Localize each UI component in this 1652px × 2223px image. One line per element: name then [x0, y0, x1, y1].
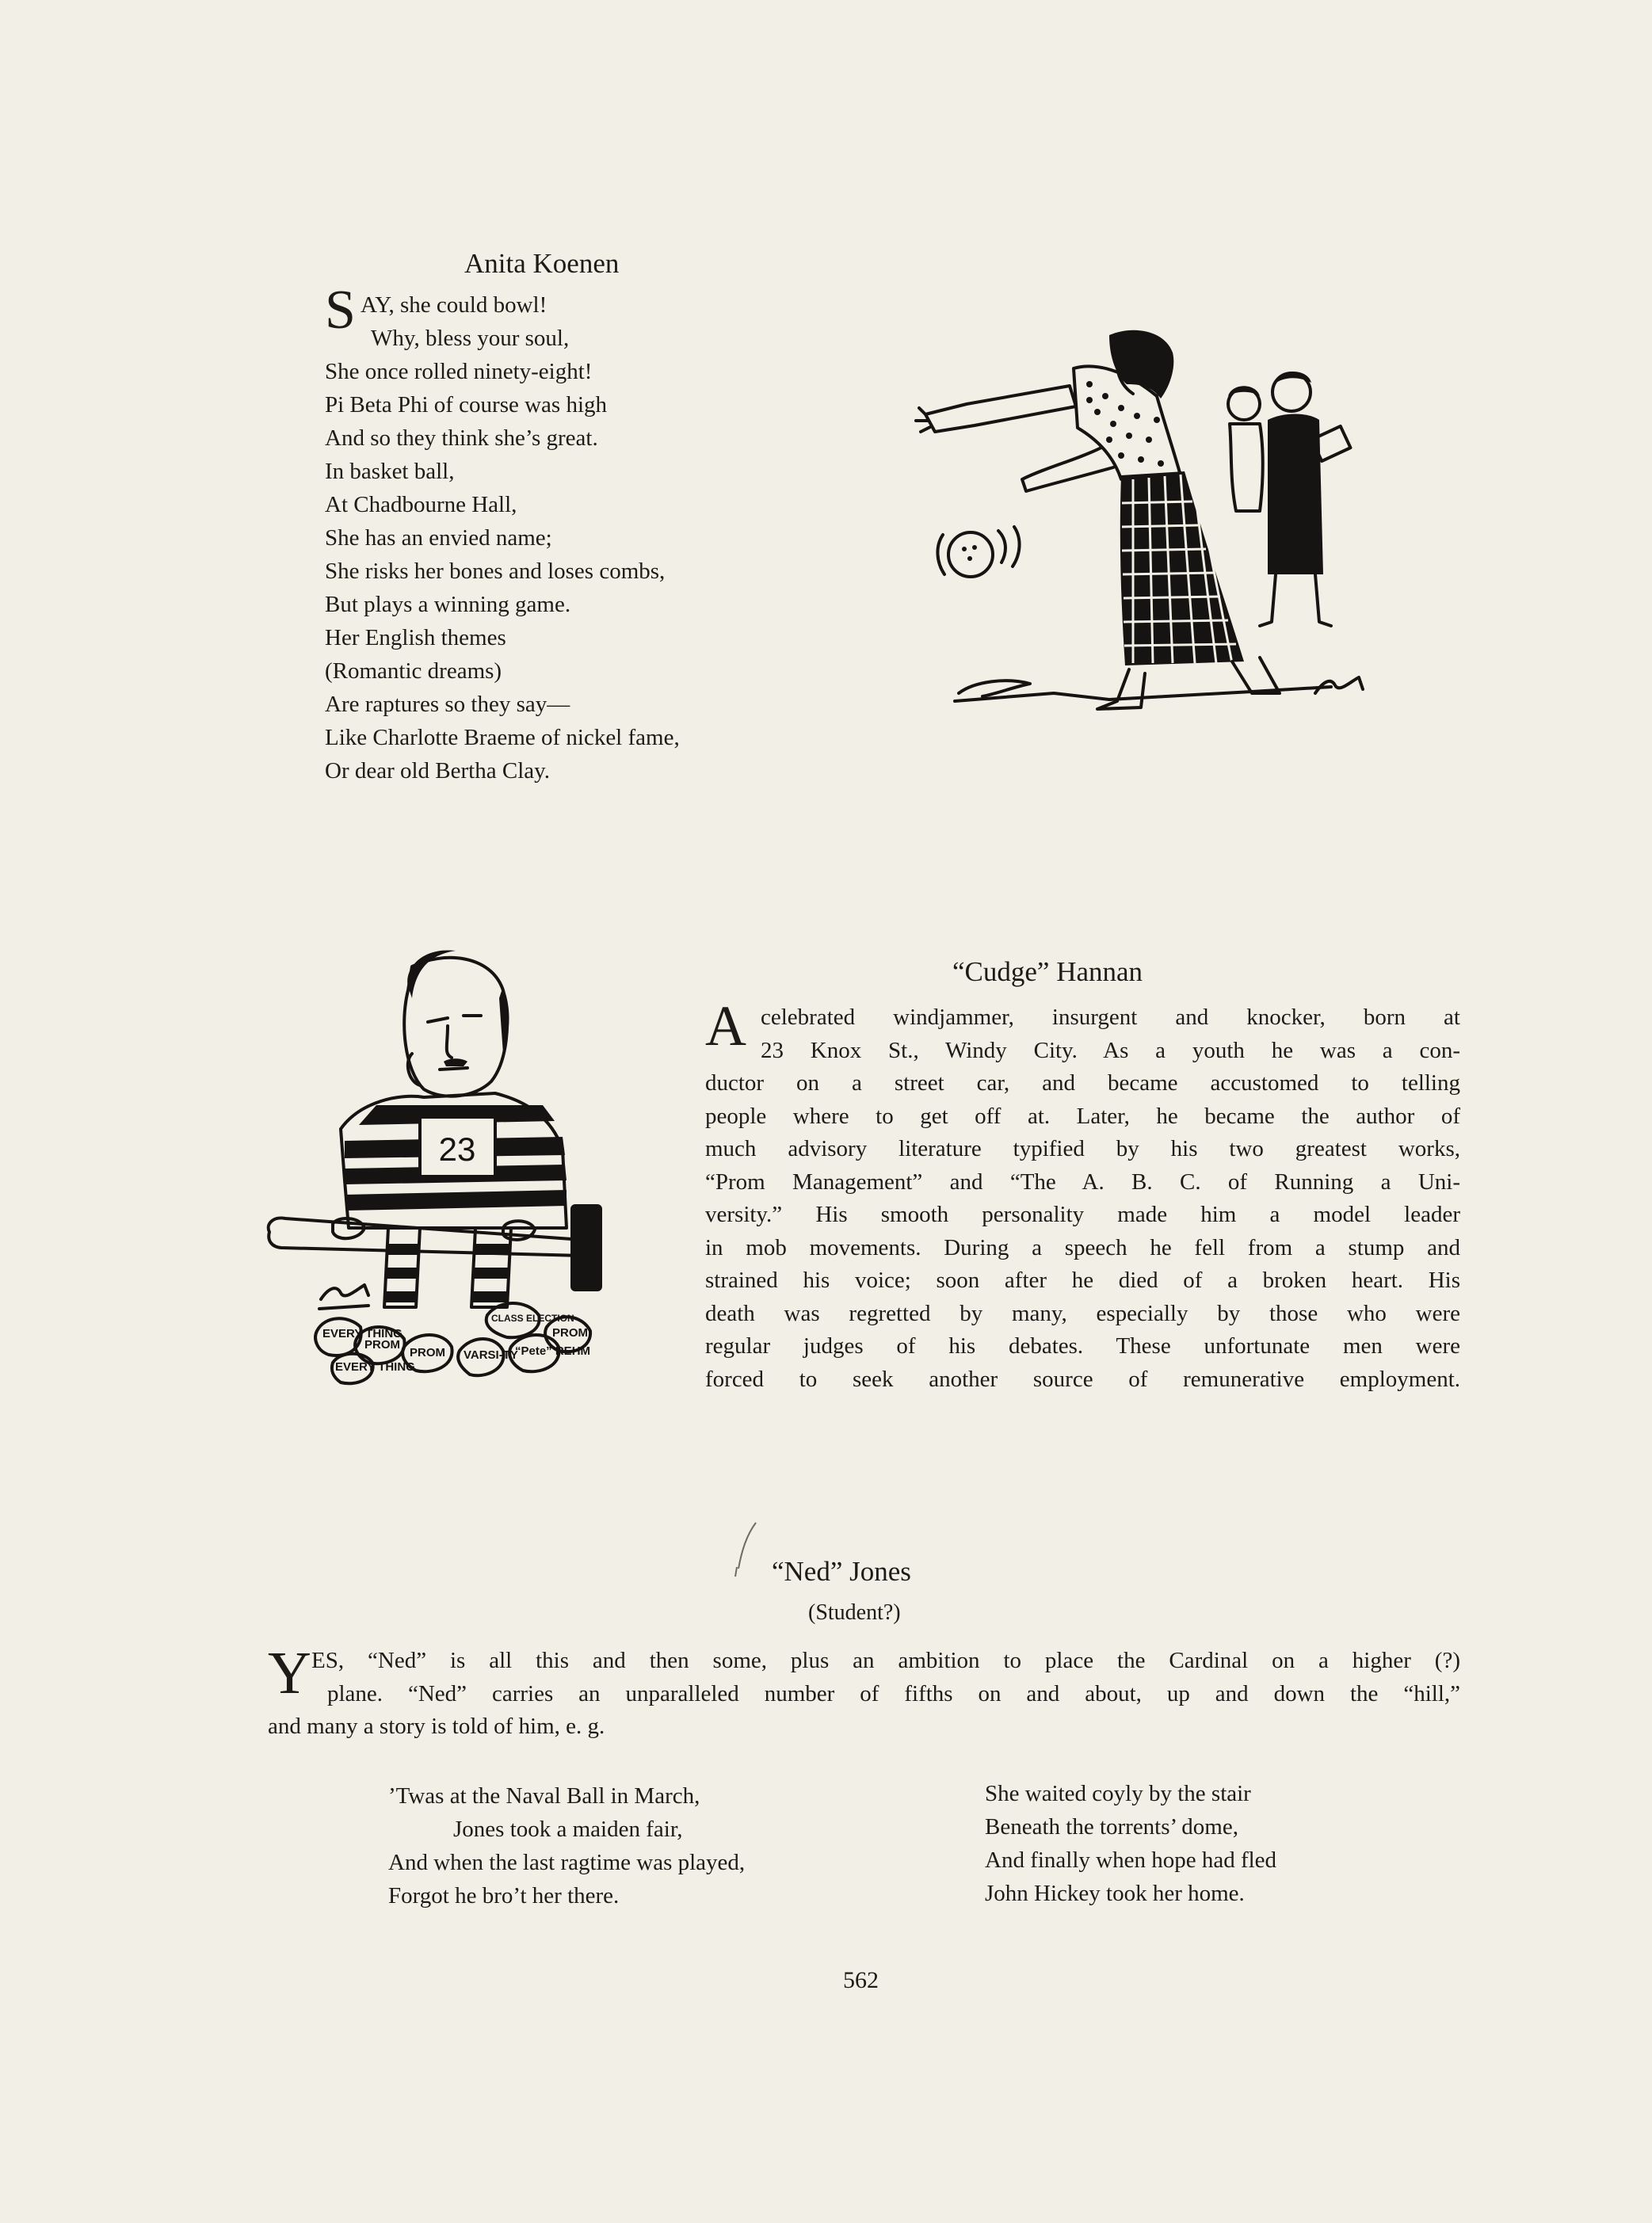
verse-line: John Hickey took her home.	[985, 1881, 1245, 1906]
prose-line: regular judges of his debates. These unfortunate men were	[705, 1333, 1460, 1359]
poem-line: And so they think she’s great.	[325, 425, 598, 451]
poem-line: Are raptures so they say—	[325, 692, 570, 717]
poem-line: She has an envied name;	[325, 525, 552, 551]
bowling-girl-illustration	[919, 321, 1379, 733]
stone-label: PROM	[364, 1338, 400, 1352]
poem-line: Or dear old Bertha Clay.	[325, 758, 550, 784]
stone-label: EVERY THING	[322, 1327, 403, 1340]
prose-cudge-hannan	[705, 994, 1460, 1396]
prose-line: celebrated windjammer, insurgent and knocker, born at	[761, 1005, 1460, 1030]
poem-line: At Chadbourne Hall,	[325, 492, 517, 517]
verse-line: And when the last ragtime was played,	[388, 1850, 746, 1875]
prose-line: forced to seek another source of remunerative employment.	[705, 1366, 1460, 1392]
prose-line: versity.” His smooth personality made him a model leader	[705, 1202, 1460, 1227]
pencil-mark	[727, 1519, 759, 1583]
verse-line: And finally when hope had fled	[985, 1847, 1277, 1873]
poem-line: Pi Beta Phi of course was high	[325, 392, 608, 418]
poem-line: Like Charlotte Braeme of nickel fame,	[325, 725, 680, 750]
stone-label: EVERY THING	[335, 1360, 415, 1374]
verse-line: Forgot he bro’t her there.	[388, 1883, 620, 1908]
section-subtitle: (Student?)	[808, 1600, 901, 1625]
poem-line: She risks her bones and loses combs,	[325, 559, 666, 584]
poem-line: She once rolled ninety-eight!	[325, 359, 593, 384]
drop-cap: Y	[268, 1640, 311, 1706]
drop-cap: S	[325, 280, 356, 341]
prose-line: death was regretted by many, especially by those who were	[705, 1300, 1460, 1326]
poem-line: Why, bless your soul,	[371, 326, 570, 351]
badge-number: 23	[438, 1131, 476, 1168]
prose-line: “Prom Management” and “The A. B. C. of Running a Uni-	[705, 1169, 1460, 1195]
stone-label: PROM	[410, 1346, 445, 1359]
poem-line: (Romantic dreams)	[325, 658, 502, 684]
section-title-ned-jones: “Ned” Jones	[772, 1556, 911, 1587]
prose-line: plane. “Ned” carries an unparalleled number of fifths on and about, up and down the “hill,”	[327, 1680, 1460, 1706]
prose-line: ductor on a street car, and became accustomed to telling	[705, 1070, 1460, 1096]
stone-label: VARSI-TY	[464, 1348, 518, 1362]
verse-left	[388, 1779, 879, 1912]
verse-line: She waited coyly by the stair	[985, 1781, 1251, 1806]
poem-line: But plays a winning game.	[325, 592, 571, 617]
poem-anita-koenen	[325, 280, 832, 787]
verse-line: Jones took a maiden fair,	[453, 1817, 683, 1842]
prose-line: strained his voice; soon after he died of a broken heart. His	[705, 1268, 1460, 1293]
verse-right	[985, 1777, 1476, 1910]
verse-line: Beneath the torrents’ dome,	[985, 1814, 1238, 1840]
convict-illustration	[265, 943, 630, 1418]
stone-label: “Pete” REHM	[515, 1344, 591, 1358]
prose-ned-jones	[268, 1640, 1460, 1744]
prose-line: 23 Knox St., Windy City. As a youth he was a con-	[761, 1037, 1460, 1063]
prose-line: and many a story is told of him, e. g.	[268, 1714, 605, 1739]
poem-line: In basket ball,	[325, 459, 455, 484]
stone-label: PROM	[552, 1326, 588, 1340]
section-title-cudge-hannan: “Cudge” Hannan	[952, 956, 1143, 987]
prose-line: people where to get off at. Later, he became the author of	[705, 1103, 1460, 1129]
section-title-anita-koenen: Anita Koenen	[464, 248, 620, 279]
drop-cap: A	[705, 994, 746, 1058]
stone-label: CLASS ELECTION	[491, 1313, 574, 1324]
verse-line: ’Twas at the Naval Ball in March,	[388, 1783, 700, 1809]
poem-line: Her English themes	[325, 625, 506, 650]
prose-line: much advisory literature typified by his two greatest works,	[705, 1136, 1460, 1161]
prose-line: ES, “Ned” is all this and then some, plus an ambition to place the Cardinal on a higher (?)	[311, 1648, 1460, 1673]
poem-first-line: AY, she could bowl!	[361, 292, 547, 318]
page-number: 562	[843, 1967, 879, 1993]
prose-line: in mob movements. During a speech he fell from a stump and	[705, 1234, 1460, 1260]
